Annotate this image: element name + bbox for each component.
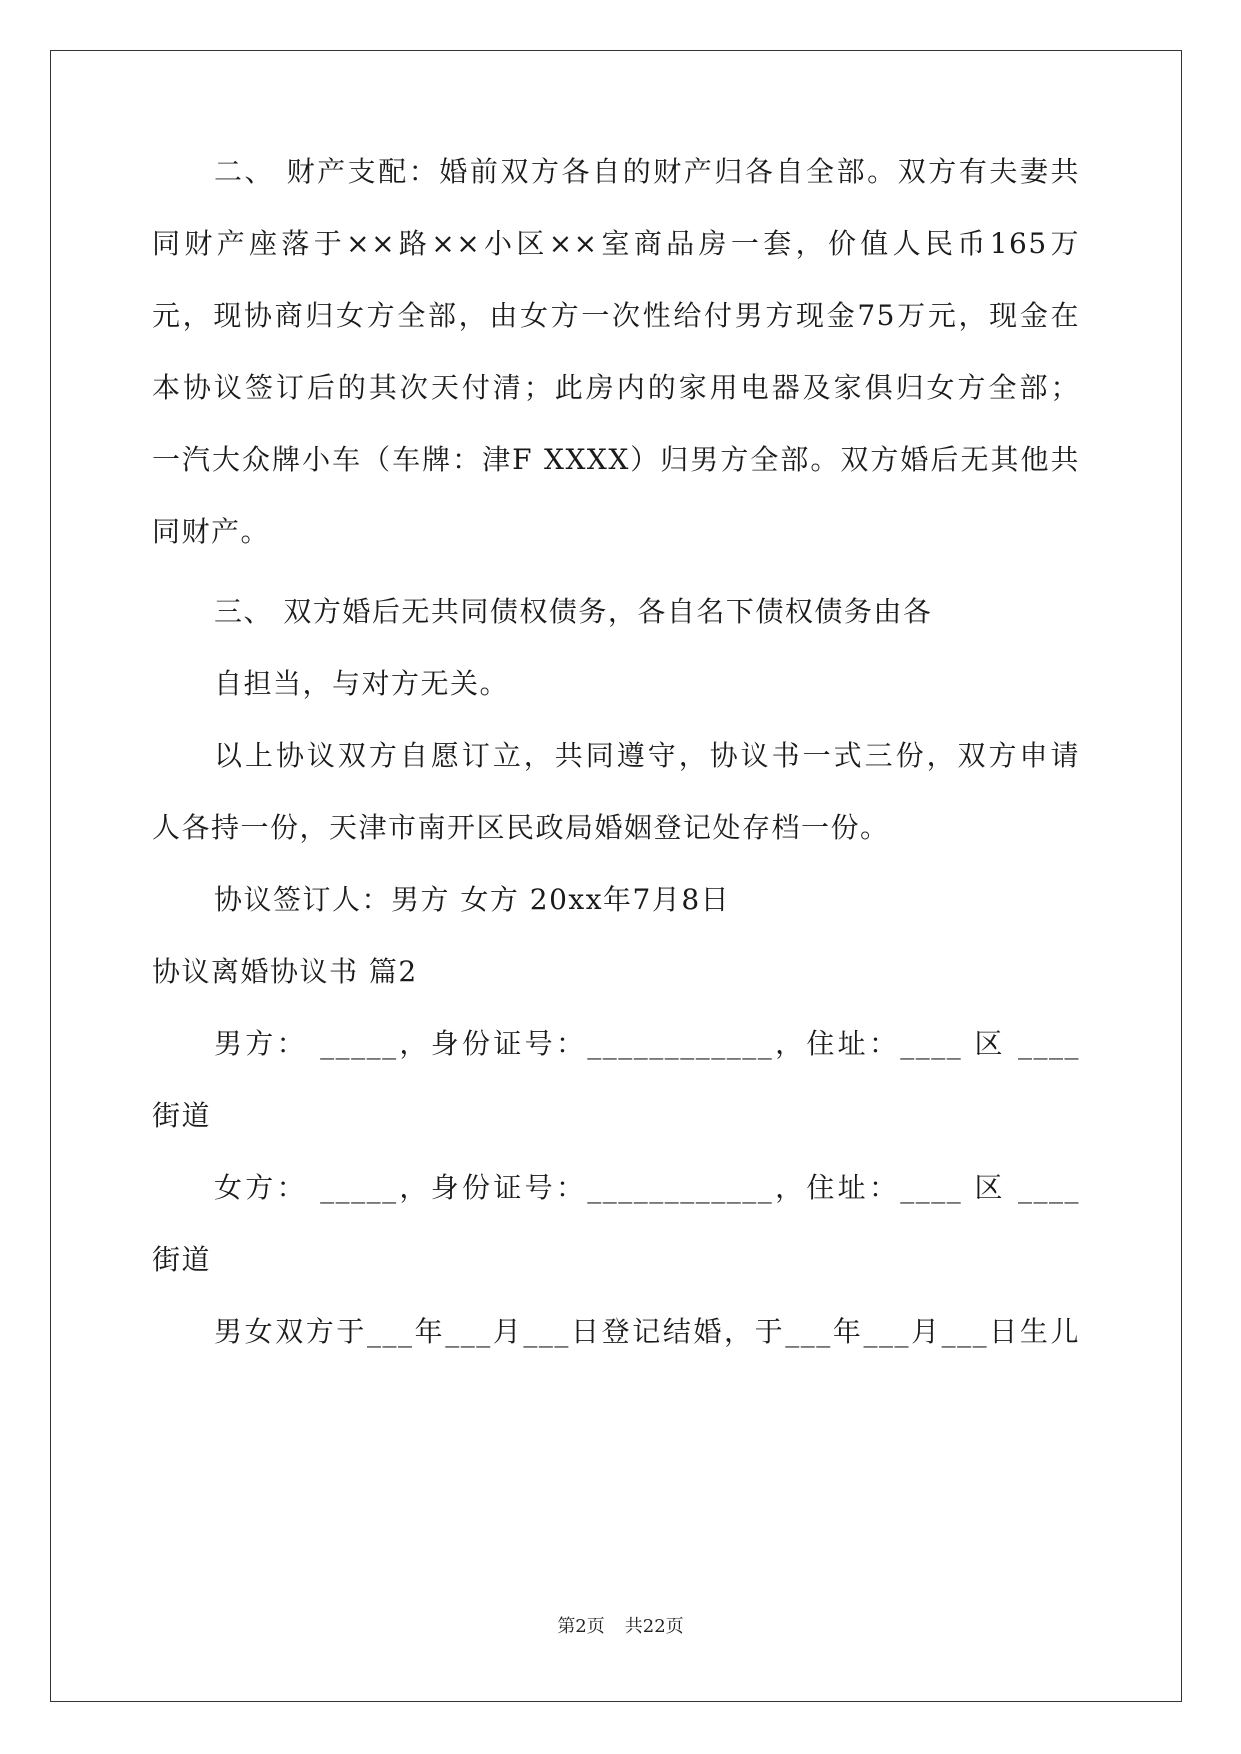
form-line-female: 女方： _____，身份证号：____________，住址：____ 区 ____ xyxy=(214,1171,1080,1204)
form-line-male: 男方： _____，身份证号：____________，住址：____ 区 ____ xyxy=(214,1027,1080,1060)
section-heading: 协议离婚协议书 篇2 xyxy=(152,955,418,988)
paragraph-line: 本协议签订后的其次天付清；此房内的家用电器及家俱归女方全部； xyxy=(152,371,1080,404)
signature-line: 协议签订人：男方 女方 20xx年7月8日 xyxy=(214,883,731,916)
paragraph-line: 同财产。 xyxy=(152,515,271,548)
paragraph-line: 自担当，与对方无关。 xyxy=(214,667,510,700)
paragraph-line: 二、 财产支配：婚前双方各自的财产归各自全部。双方有夫妻共 xyxy=(214,155,1080,188)
paragraph-line: 人各持一份，天津市南开区民政局婚姻登记处存档一份。 xyxy=(152,811,890,844)
page-footer xyxy=(0,1615,1241,1639)
form-line-female-street: 街道 xyxy=(152,1243,212,1276)
paragraph-line: 以上协议双方自愿订立，共同遵守，协议书一式三份，双方申请 xyxy=(214,739,1080,772)
paragraph-line: 元，现协商归女方全部，由女方一次性给付男方现金75万元，现金在 xyxy=(152,299,1080,332)
paragraph-line: 三、 双方婚后无共同债权债务，各自名下债权债务由各 xyxy=(214,595,933,628)
paragraph-line: 一汽大众牌小车（车牌：津F XXXX）归男方全部。双方婚后无其他共 xyxy=(152,443,1080,476)
page-total: 共22页 xyxy=(624,1616,684,1637)
form-line-male-street: 街道 xyxy=(152,1099,212,1132)
page-number: 第2页 xyxy=(557,1616,605,1637)
paragraph-line: 同财产座落于××路××小区××室商品房一套，价值人民币165万 xyxy=(152,227,1080,260)
paragraph-line: 男女双方于___年___月___日登记结婚，于___年___月___日生儿 xyxy=(214,1315,1080,1348)
